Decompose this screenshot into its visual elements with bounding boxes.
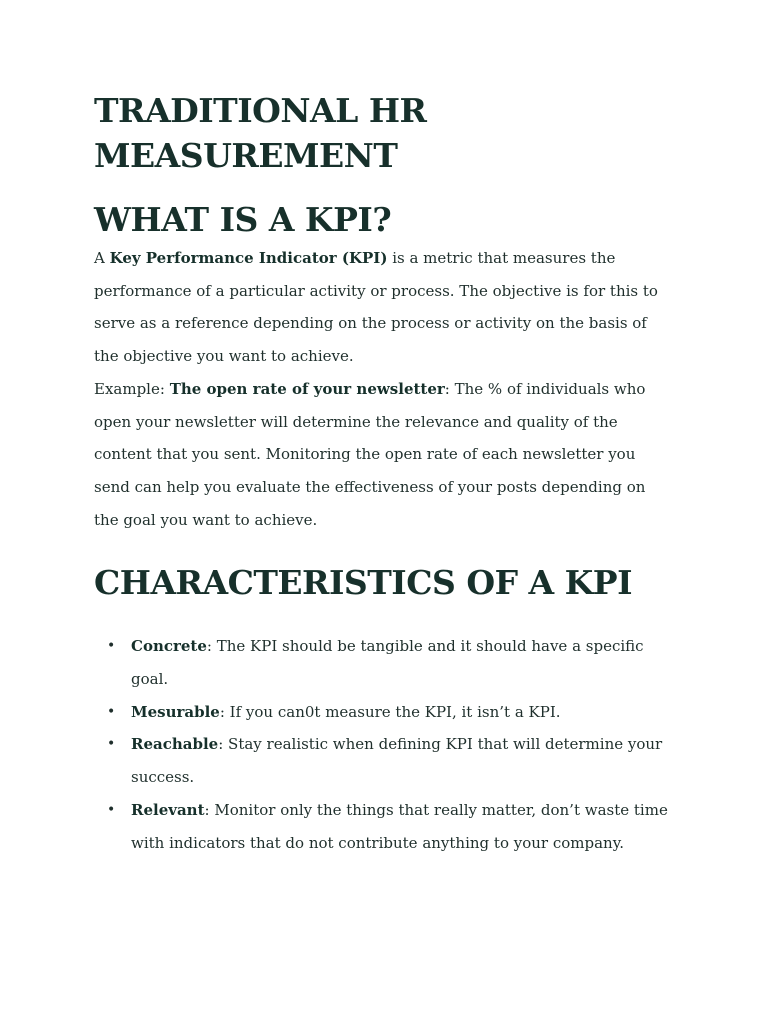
list-item-text: : The KPI should be tangible and it should have a specific goal. xyxy=(131,637,644,689)
list-item xyxy=(94,794,674,859)
paragraph-text: A xyxy=(94,249,110,267)
document-page xyxy=(94,88,674,859)
list-item xyxy=(94,630,674,695)
list-item-term: Concrete xyxy=(131,637,207,656)
bullet-icon: • xyxy=(107,703,116,720)
characteristics-list xyxy=(94,630,674,859)
list-item xyxy=(94,728,674,793)
paragraph-text: is a metric that measures the performance of a particular activity or process. The objective is for this to serve as a reference depending on the process or activity on the basis of the objective you want to achieve. xyxy=(94,249,658,366)
bold-term: The open rate of your newsletter xyxy=(169,379,445,398)
list-item-text: : If you can0t measure the KPI, it isn’t a KPI. xyxy=(219,702,561,721)
section-heading-characteristics: CHARACTERISTICS OF A KPI xyxy=(94,563,633,603)
paragraph-text: Example: xyxy=(94,379,170,398)
bullet-icon: • xyxy=(107,736,116,753)
paragraph-example xyxy=(94,373,674,537)
paragraph-kpi-definition xyxy=(94,242,674,373)
list-item-term: Reachable xyxy=(131,735,219,754)
paragraph-text: : The % of individuals who open your newsletter will determine the relevance and quality of the content that you sent. Monitoring the open rate of each newsletter you send can help you evaluate the effectiveness of your posts depending on the goal you want to achieve. xyxy=(94,379,646,529)
section-heading-what-is-kpi: WHAT IS A KPI? xyxy=(94,200,392,239)
list-item-text: : Stay realistic when defining KPI that will determine your success. xyxy=(131,735,663,787)
list-item-term: Relevant xyxy=(131,800,205,819)
list-item-term: Mesurable xyxy=(131,702,220,721)
document-title: TRADITIONAL HR MEASUREMENT xyxy=(94,91,427,175)
list-item-text: : Monitor only the things that really matter, don’t waste time with indicators that do not contribute anything to your company. xyxy=(131,800,668,852)
bullet-icon: • xyxy=(107,801,116,818)
bullet-icon: • xyxy=(107,638,116,655)
bold-term: Key Performance Indicator (KPI) xyxy=(109,249,388,267)
list-item xyxy=(94,696,674,729)
